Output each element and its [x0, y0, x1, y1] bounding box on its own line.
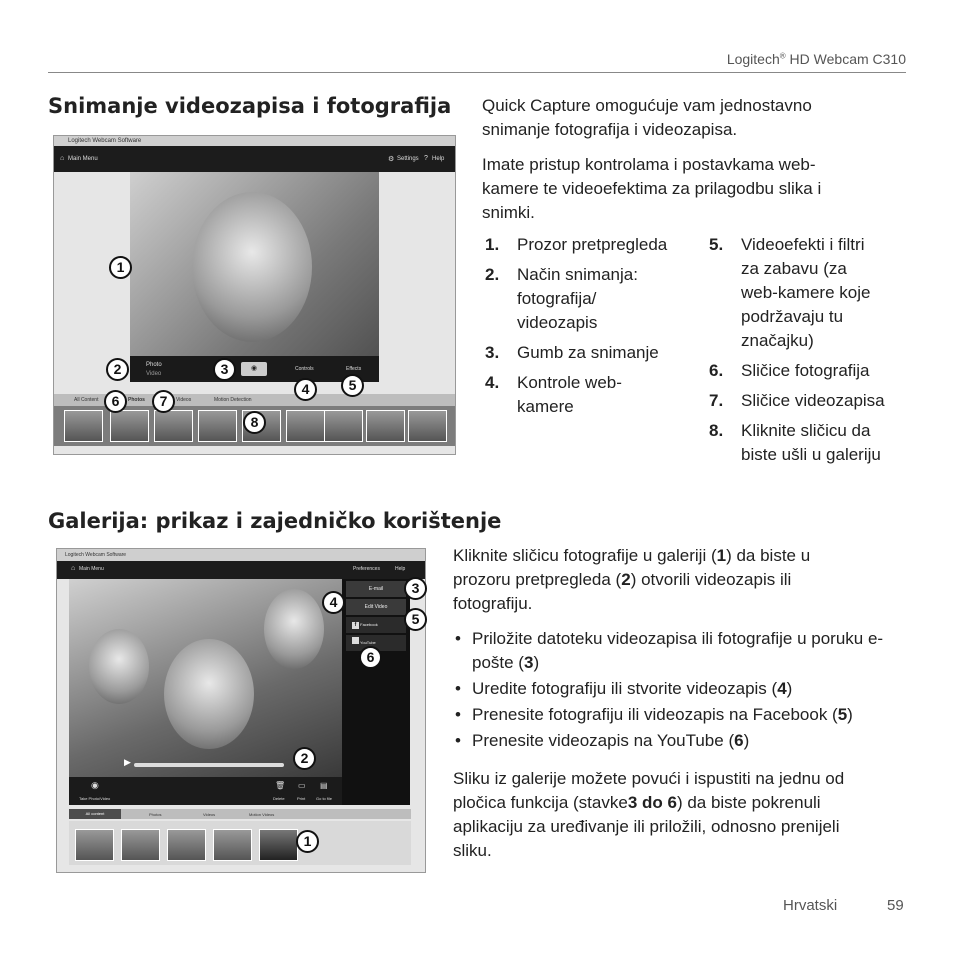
facebook-icon: f: [352, 622, 359, 629]
section2-paragraph1: Kliknite sličicu fotografije u galeriji (1) da biste u prozoru pretpregleda (2) otvorili videozapis ili fotografiju.: [453, 546, 811, 613]
section2-paragraph2: Sliku iz galerije možete povući i ispustiti na jednu od pločica funkcija (stavke3 do 6) da biste pokrenuli aplikaciju za uređivanje ili priložili, odnosno prenijeli sliku.: [453, 769, 845, 860]
help-icon: ?: [424, 155, 428, 162]
thumbnail[interactable]: [167, 829, 206, 861]
thumbnail[interactable]: [408, 410, 447, 442]
list-item: • Prenesite fotografiju ili videozapis na Facebook (5): [455, 703, 895, 727]
list-item: 4. Kontrole web-kamere: [485, 373, 622, 416]
email-tile[interactable]: E-mail: [346, 581, 406, 597]
home-icon: ⌂: [71, 565, 76, 572]
effects-button[interactable]: Effects: [346, 366, 362, 372]
controls-button[interactable]: Controls: [295, 366, 314, 372]
window-titlebar: Logitech Webcam Software: [54, 136, 455, 146]
callout-1: 1: [109, 256, 132, 279]
list-item: 1. Prozor pretpregleda: [485, 235, 668, 254]
callout-3: 3: [404, 577, 427, 600]
tab-all-content[interactable]: All Content: [74, 397, 99, 403]
thumbnail[interactable]: [110, 410, 149, 442]
preview-subject: [164, 639, 254, 749]
section1-paragraph: Imate pristup kontrolama i postavkama web-kamere te videoefektima za prilagodbu slika i snimki.: [482, 155, 822, 222]
list-item: 3. Gumb za snimanje: [485, 343, 659, 362]
callout-5: 5: [341, 374, 364, 397]
page-number: 59: [887, 897, 904, 914]
gallery-screenshot: [56, 548, 426, 873]
thumbnail-selected[interactable]: [259, 829, 298, 861]
section2-bullets: [455, 627, 895, 755]
print-button[interactable]: Print: [297, 796, 306, 801]
callout-4: 4: [322, 591, 345, 614]
photo-mode-option[interactable]: Photo: [146, 362, 162, 368]
callout-2: 2: [106, 358, 129, 381]
tab-all-content[interactable]: All content: [69, 809, 121, 819]
play-icon[interactable]: ▶: [124, 757, 131, 767]
callout-6: 6: [104, 390, 127, 413]
facebook-tile[interactable]: f Facebook: [346, 617, 406, 633]
gallery-bottom-toolbar: [69, 777, 342, 805]
thumbnail[interactable]: [75, 829, 114, 861]
section2-title: Galerija: prikaz i zajedničko korištenje: [48, 509, 502, 533]
tab-videos[interactable]: Videos: [176, 397, 192, 403]
callout-7: 7: [152, 390, 175, 413]
tab-photos[interactable]: Photos: [128, 397, 145, 403]
gear-icon: ⚙: [388, 156, 395, 163]
thumbnail[interactable]: [121, 829, 160, 861]
list-item: • Priložite datoteku videozapisa ili fotografije u poruku e-pošte (3): [455, 627, 895, 675]
share-sidebar: [342, 579, 410, 805]
settings-link[interactable]: Settings: [397, 156, 419, 162]
folder-icon[interactable]: ▤: [320, 781, 328, 790]
preview-subject: [264, 589, 324, 669]
thumbnail[interactable]: [366, 410, 405, 442]
callout-2: 2: [293, 747, 316, 770]
gallery-preview: [69, 579, 342, 805]
window-titlebar: Logitech Webcam Software: [57, 549, 425, 561]
list-item: 7. Sličice videozapisa: [709, 391, 885, 410]
section1-list-right: [709, 233, 909, 473]
delete-button[interactable]: Delete: [273, 796, 285, 801]
section1-title: Snimanje videozapisa i fotografija: [48, 94, 452, 118]
callout-5: 5: [404, 608, 427, 631]
video-scrubber[interactable]: [134, 763, 284, 767]
thumbnail[interactable]: [324, 410, 363, 442]
thumbnail[interactable]: [213, 829, 252, 861]
tab-motion-detection[interactable]: Motion Detection: [214, 397, 252, 403]
help-link[interactable]: Help: [395, 566, 406, 572]
thumbnail-strip: [69, 821, 411, 865]
thumbnail[interactable]: [154, 410, 193, 442]
callout-8: 8: [243, 411, 266, 434]
main-menu-bar: [54, 146, 455, 172]
gallery-tabs: [69, 809, 411, 819]
home-icon: ⌂: [60, 155, 65, 162]
callout-4: 4: [294, 378, 317, 401]
camera-icon: ◉: [250, 365, 258, 372]
main-menu-link[interactable]: Main Menu: [68, 156, 98, 162]
footer-language: Hrvatski: [783, 897, 838, 914]
list-item: 2. Način snimanja: fotografija/ videozapis: [485, 265, 638, 332]
thumbnail[interactable]: [64, 410, 103, 442]
preferences-link[interactable]: Preferences: [353, 566, 380, 572]
thumbnail[interactable]: [198, 410, 237, 442]
edit-video-tile[interactable]: Edit Video: [346, 599, 406, 615]
main-menu-link[interactable]: Main Menu: [79, 566, 104, 572]
thumbnail[interactable]: [286, 410, 325, 442]
help-link[interactable]: Help: [432, 156, 445, 162]
callout-3: 3: [213, 358, 236, 381]
list-item: • Uredite fotografiju ili stvorite videozapis (4): [455, 677, 895, 701]
tab-photos[interactable]: Photos: [149, 812, 162, 817]
preview-subject: [89, 629, 149, 704]
capture-toolbar: [130, 356, 379, 382]
trash-icon[interactable]: 🗑: [275, 781, 286, 790]
tab-motion-videos[interactable]: Motion Videos: [249, 812, 275, 817]
callout-6: 6: [359, 646, 382, 669]
list-item: 5. Videoefekti i filtri za zabavu (za web-kamere koje podržavaju tu značajku): [709, 235, 871, 350]
video-mode-option[interactable]: Video: [146, 371, 162, 377]
camera-icon[interactable]: ◉: [91, 780, 99, 790]
capture-button[interactable]: [241, 362, 267, 376]
list-item: 8. Kliknite sličicu da biste ušli u galeriju: [709, 421, 881, 464]
go-to-file-button[interactable]: Go to file: [316, 796, 333, 801]
section1-list-left: [485, 233, 695, 425]
take-photo-video-button[interactable]: Take Photo/Video: [79, 796, 111, 801]
youtube-icon: [352, 637, 359, 644]
header-rule: [48, 72, 906, 73]
preview-subject: [192, 192, 312, 342]
print-icon[interactable]: ▭: [298, 781, 306, 790]
list-item: • Prenesite videozapis na YouTube (6): [455, 729, 895, 753]
preview-window: [130, 172, 379, 382]
youtube-tile[interactable]: YouTube: [346, 635, 406, 651]
tab-videos[interactable]: Videos: [203, 812, 216, 817]
callout-1: 1: [296, 830, 319, 853]
section1-intro: Quick Capture omogućuje vam jednostavno snimanje fotografija i videozapisa.: [482, 96, 812, 139]
list-item: 6. Sličice fotografija: [709, 361, 870, 380]
running-header: Logitech® HD Webcam C310: [726, 51, 906, 67]
main-menu-bar: [57, 561, 425, 579]
